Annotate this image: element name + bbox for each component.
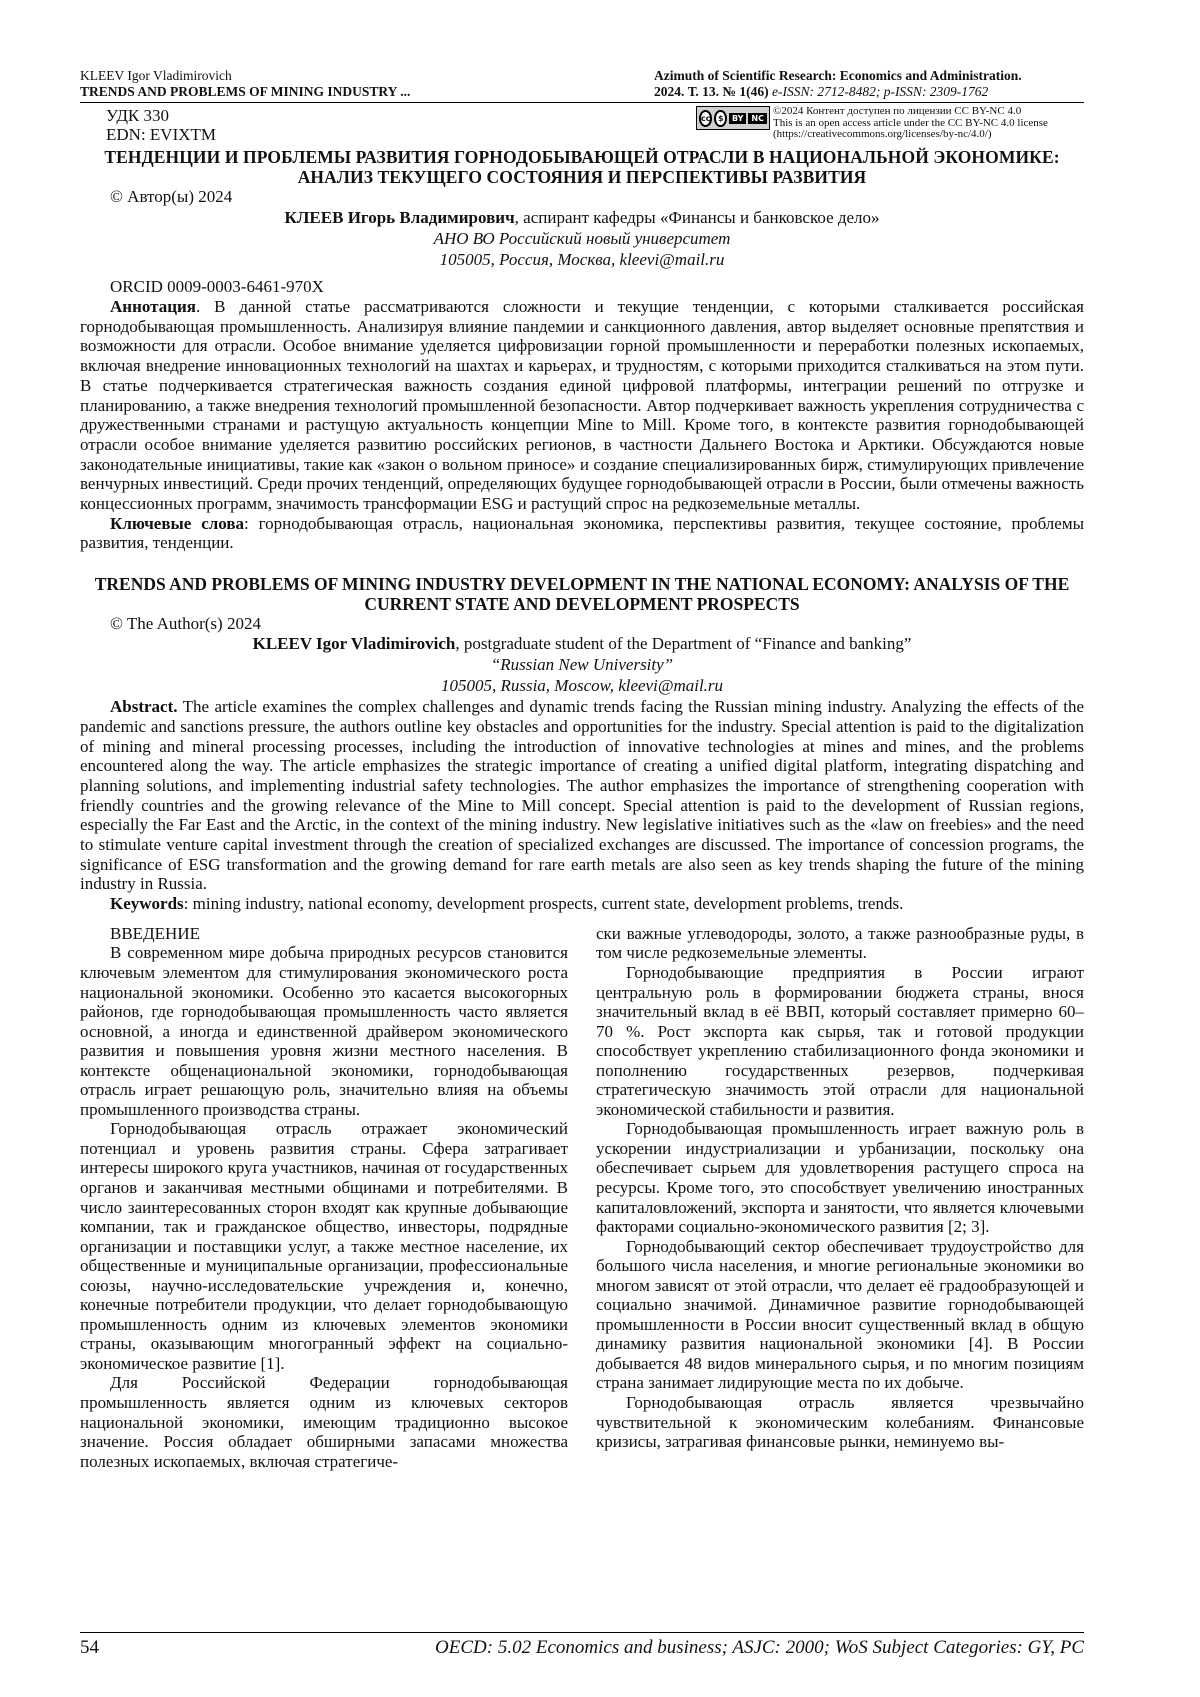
en-copyright: © The Author(s) 2024 — [110, 614, 261, 634]
ru-author-line — [80, 207, 1084, 228]
body-paragraph: Горнодобывающая промышленность играет важную роль в ускорении индустриализации и урбанизации, поскольку она обеспечивает сырьем для удовлетворения растущего спроса на ресурсы. Кроме того, это способствует увеличению иностранных капиталовложений, экспорта и занятости, что является ключевыми факторами социально-экономического развития [2; 3]. — [596, 1119, 1084, 1237]
body-columns — [80, 924, 1084, 1471]
subject-classification: OECD: 5.02 Economics and business; ASJC: 2000; WoS Subject Categories: GY, PC — [435, 1637, 1084, 1658]
body-right-column — [596, 924, 1084, 1471]
en-abstract-text: The article examines the complex challenges and dynamic trends facing the Russian mining industry. Analyzing the effects of the pandemic and sanctions pressure, the authors outline key obstacles and opportunities for the industry. Special attention is paid to the digitalization of mining and mineral processing processes, including the introduction of innovative technologies at mines and mines, and the problems encountered along the way. The article emphasizes the strategic importance of creating a unified digital platform, integrating dispatching and planning solutions, and implementing industrial safety technologies. The author emphasizes the importance of strengthening cooperation with friendly countries and the growing relevance of the Mine to Mill concept. Special attention is paid to the development of Russian regions, especially the Far East and the Arctic, in the context of the mining industry. New legislative initiatives such as the «law on freebies» and the need to stimulate venture capital investment through the creation of specialized exchanges are discussed. The importance of concession programs, the significance of ESG transformation and the growing demand for rare earth metals are also seen as key trends shaping the future of the mining industry in Russia. — [80, 697, 1084, 894]
ru-abstract — [80, 297, 1084, 514]
ru-copyright: © Автор(ы) 2024 — [110, 187, 233, 206]
section-heading: ВВЕДЕНИЕ — [110, 923, 200, 943]
en-author-name: KLEEV Igor Vladimirovich — [252, 634, 456, 654]
body-left-column — [80, 924, 568, 1471]
ru-keywords-label: Ключевые слова — [110, 513, 245, 533]
header-left — [80, 68, 640, 100]
ru-affiliation: АНО ВО Российский новый университет — [433, 229, 731, 248]
ru-keywords — [80, 514, 1084, 553]
ru-title: ТЕНДЕНЦИИ И ПРОБЛЕМЫ РАЗВИТИЯ ГОРНОДОБЫВАЮЩЕЙ ОТРАСЛИ В НАЦИОНАЛЬНОЙ ЭКОНОМИКЕ: АНАЛИЗ ТЕКУЩЕГО СОСТОЯНИЯ И ПЕРСПЕКТИВЫ РАЗВИТИЯ — [104, 147, 1060, 187]
license-text — [773, 106, 1048, 141]
header-short-title: TRENDS AND PROBLEMS OF MINING INDUSTRY ... — [80, 84, 411, 99]
by-label: BY — [729, 113, 746, 124]
en-title: TRENDS AND PROBLEMS OF MINING INDUSTRY DEVELOPMENT IN THE NATIONAL ECONOMY: ANALYSIS OF THE CURRENT STATE AND DEVELOPMENT PROSPECTS — [94, 574, 1070, 615]
header-author: KLEEV Igor Vladimirovich — [80, 68, 232, 83]
en-abstract-label: Abstract. — [110, 697, 178, 717]
body-paragraph: Горнодобывающая отрасль является чрезвычайно чувствительной к экономическим колебаниям. Финансовые кризисы, затрагивая финансовые рынки, неминуемо вы- — [596, 1393, 1084, 1452]
edn-code: EDN: EVIXTM — [106, 125, 217, 144]
body-paragraph: Горнодобывающие предприятия в России играют центральную роль в формировании бюджета страны, внося значительный вклад в её ВВП, который составляет примерно 60–70 %. Рост экспорта как сырья, так и готовой продукции способствует укреплению стабилизационного фонда экономики и пополнению государственных резервов, подчеркивая стратегическую значимость этой отрасли для национальной экономической стабильности и развития. — [596, 962, 1084, 1119]
body-paragraph: Для Российской Федерации горнодобывающая промышленность является одним из ключевых секторов национальной экономики, имеющим традиционно высокое значение. Россия обладает обширными запасами множества полезных ископаемых, включая стратегиче- — [80, 1373, 568, 1471]
udk-code: УДК 330 — [106, 106, 170, 125]
en-author-line — [80, 633, 1084, 654]
ru-abstract-label: Аннотация — [110, 297, 196, 316]
license-block — [696, 106, 1056, 144]
meta-identifiers — [80, 106, 216, 144]
license-line-en: This is an open access article under the CC BY-NC 4.0 license — [773, 116, 1048, 129]
body-paragraph: Горнодобывающий сектор обеспечивает трудоустройство для большого числа населения, и многие региональные экономики во многом зависят от этой отрасли, что делает её градообразующей и социально значимой. Динамичное развитие горнодобывающей промышленности в России вносит существенный вклад в общую динамику развития национальной экономики [4]. В России добывается 48 видов минерального сырья, и по многим позициям страна занимает лидирующие места по их добыче. — [596, 1236, 1084, 1393]
ru-keywords-text: : горнодобывающая отрасль, национальная экономика, перспективы развития, текущее состояние, проблемы развития, тенденции. — [80, 513, 1085, 553]
orcid-id[interactable]: ORCID 0009-0003-6461-970X — [110, 277, 324, 296]
license-line-ru: ©2024 Контент доступен по лицензии CC BY-NC 4.0 — [773, 105, 1022, 117]
page-footer — [80, 1632, 1084, 1659]
cc-icon: cc — [699, 110, 712, 127]
ru-address: 105005, Россия, Москва, kleevi@mail.ru — [439, 250, 725, 269]
body-paragraph-continued: ски важные углеводороды, золото, а также разнообразные руды, в том числе редкоземельные элементы. — [596, 923, 1084, 963]
en-address: 105005, Russia, Moscow, kleevi@mail.ru — [440, 676, 724, 696]
body-paragraph: В современном мире добыча природных ресурсов становится ключевым элементом для стимулирования экономического роста национальной экономики. Особенно это касается высокогорных районов, где горнодобывающая промышленность часто является основной, а иногда и единственной драйвером экономического развития и повышения уровня жизни местного населения. В контексте общенациональной экономики, горнодобывающая отрасль играет решающую роль, значительно влияя на объемы промышленного производства страны. — [80, 943, 568, 1119]
article-page — [80, 68, 1084, 1471]
nc-label: NC — [748, 113, 767, 124]
header-issue-number: 2024. Т. 13. № 1(46) — [654, 84, 769, 99]
body-paragraph: Горнодобывающая отрасль отражает экономический потенциал и уровень развития страны. Сфера затрагивает интересы широкого круга участников, начиная от государственных органов и заканчивая местными общинами и потребителями. В число заинтересованных сторон входят как крупные добывающие компании, так и гражданское общество, инвесторы, подрядные организации и поставщики услуг, а также местное население, их общественные и муниципальные организации, профессиональные союзы, научно-исследовательские учреждения и, конечно, конечные потребители продукции, что делает горнодобывающую промышленность одним из ключевых элементов экономики страны, оказывающим многогранный эффект на социально-экономическое развитие [1]. — [80, 1119, 568, 1373]
en-keywords-label: Keywords — [110, 894, 184, 914]
en-abstract — [80, 697, 1084, 894]
en-affiliation: “Russian New University” — [490, 655, 674, 675]
page-number: 54 — [80, 1637, 99, 1658]
header-issn: e-ISSN: 2712-8482; p-ISSN: 2309-1762 — [768, 84, 989, 99]
header-right — [654, 68, 1084, 100]
ru-author-role: , аспирант кафедры «Финансы и банковское дело» — [514, 208, 880, 227]
running-header — [80, 68, 1084, 103]
license-url[interactable]: (https://creativecommons.org/licenses/by-nc/4.0/) — [773, 128, 992, 140]
header-issue — [654, 84, 1084, 100]
en-author-role: , postgraduate student of the Department of “Finance and banking” — [455, 634, 912, 654]
nc-dollar-icon: $ — [714, 110, 726, 127]
ru-author-name: КЛЕЕВ Игорь Владимирович — [284, 208, 515, 227]
meta-row — [80, 106, 1084, 144]
header-journal: Azimuth of Scientific Research: Economics and Administration. — [654, 68, 1022, 83]
cc-license-badge[interactable] — [696, 106, 770, 130]
ru-abstract-text: . В данной статье рассматриваются сложности и текущие тенденции, с которыми сталкивается российская горнодобывающая промышленность. Анализируя влияние пандемии и санкционного давления, автор выделяет основные препятствия и возможности для отрасли. Особое внимание уделяется цифровизации горной промышленности и переработки полезных ископаемых, включая внедрение инновационных технологий на шахтах и карьерах, и трудностям, с которыми приходится сталкиваться на этом пути. В статье подчеркивается стратегическая важность создания единой цифровой платформы, интеграции решений по отгрузке и планированию, а также внедрения технологий промышленной безопасности. Автор подчеркивает важность укрепления сотрудничества с дружественными странами и растущую актуальность концепции Mine to Mill. Кроме того, в контексте развития горнодобывающей отрасли особое внимание уделяется развитию российских регионов, в частности Дальнего Востока и Арктики. Обсуждаются новые законодательные инициативы, такие как «закон о вольном приносе» и создание специализированных бирж, стимулирующих привлечение венчурных инвестиций. Среди прочих тенденций, определяющих будущее горнодобывающей отрасли в России, были отмечены важность концессионных программ, значимость трансформации ESG и растущий спрос на редкоземельные металлы. — [80, 297, 1084, 514]
en-keywords — [80, 894, 1084, 914]
en-keywords-text: : mining industry, national economy, development prospects, current state, development problems, trends. — [183, 894, 904, 914]
